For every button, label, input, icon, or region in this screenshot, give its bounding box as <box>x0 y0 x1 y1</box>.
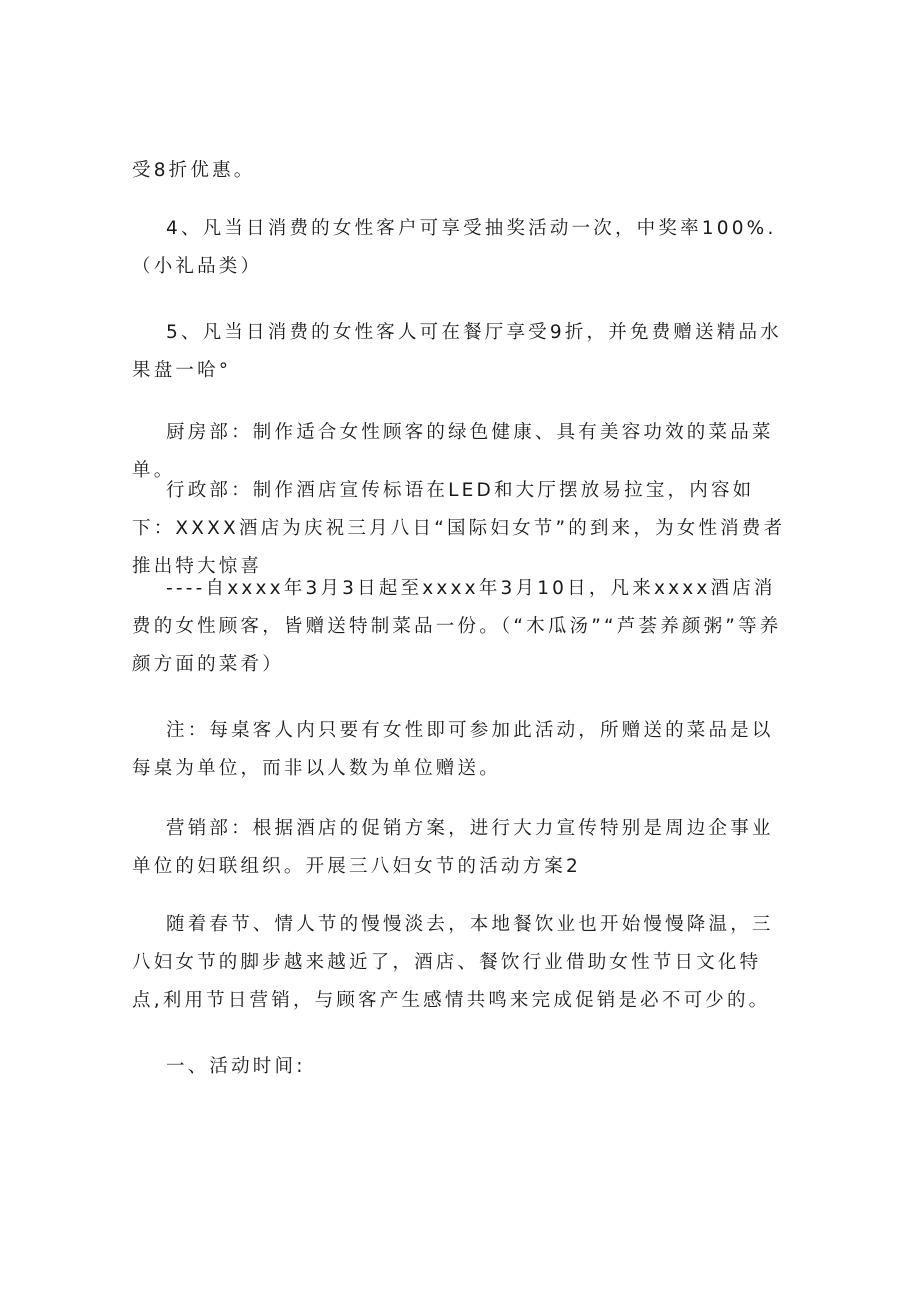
paragraph-note: 注：每桌客人内只要有女性即可参加此活动，所赠送的菜品是以每桌为单位，而非以人数为单位赠送。 <box>132 720 774 779</box>
paragraph-promotion-period: ----自xxxx年3月3日起至xxxx年3月10日，凡来xxxx酒店消费的女性顾客，皆赠送特制菜品一份。（“木瓜汤”“芦荟养颜粥”等养颜方面的菜肴） <box>132 578 782 675</box>
paragraph-admin-dept: 行政部：制作酒店宣传标语在LED和大厅摆放易拉宝，内容如下：XXXX酒店为庆祝三月八日“国际妇女节”的到来，为女性消费者推出特大惊喜 <box>132 480 786 577</box>
paragraph-section-heading: 一、活动时间: <box>166 1056 306 1077</box>
paragraph-discount-continuation: 受8折优惠。 <box>132 160 256 181</box>
paragraph-item-4-lottery: 4、凡当日消费的女性客户可享受抽奖活动一次，中奖率100%.（小礼品类） <box>132 218 777 277</box>
paragraph-kitchen-dept: 厨房部：制作适合女性顾客的绿色健康、具有美容功效的菜品菜单。 <box>132 422 774 481</box>
paragraph-item-5-fruit-plate: 5、凡当日消费的女性客人可在餐厅享受9折，并免费赠送精品水果盘一哈° <box>132 322 782 381</box>
paragraph-intro: 随着春节、情人节的慢慢淡去，本地餐饮业也开始慢慢降温，三八妇女节的脚步越来越近了，酒店、餐饮行业借助女性节日文化特点,利用节日营销，与顾客产生感情共鸣来完成促销是必不可少的。 <box>132 914 774 1011</box>
paragraph-marketing-dept: 营销部：根据酒店的促销方案，进行大力宣传特别是周边企事业单位的妇联组织。开展三八妇女节的活动方案2 <box>132 818 774 877</box>
